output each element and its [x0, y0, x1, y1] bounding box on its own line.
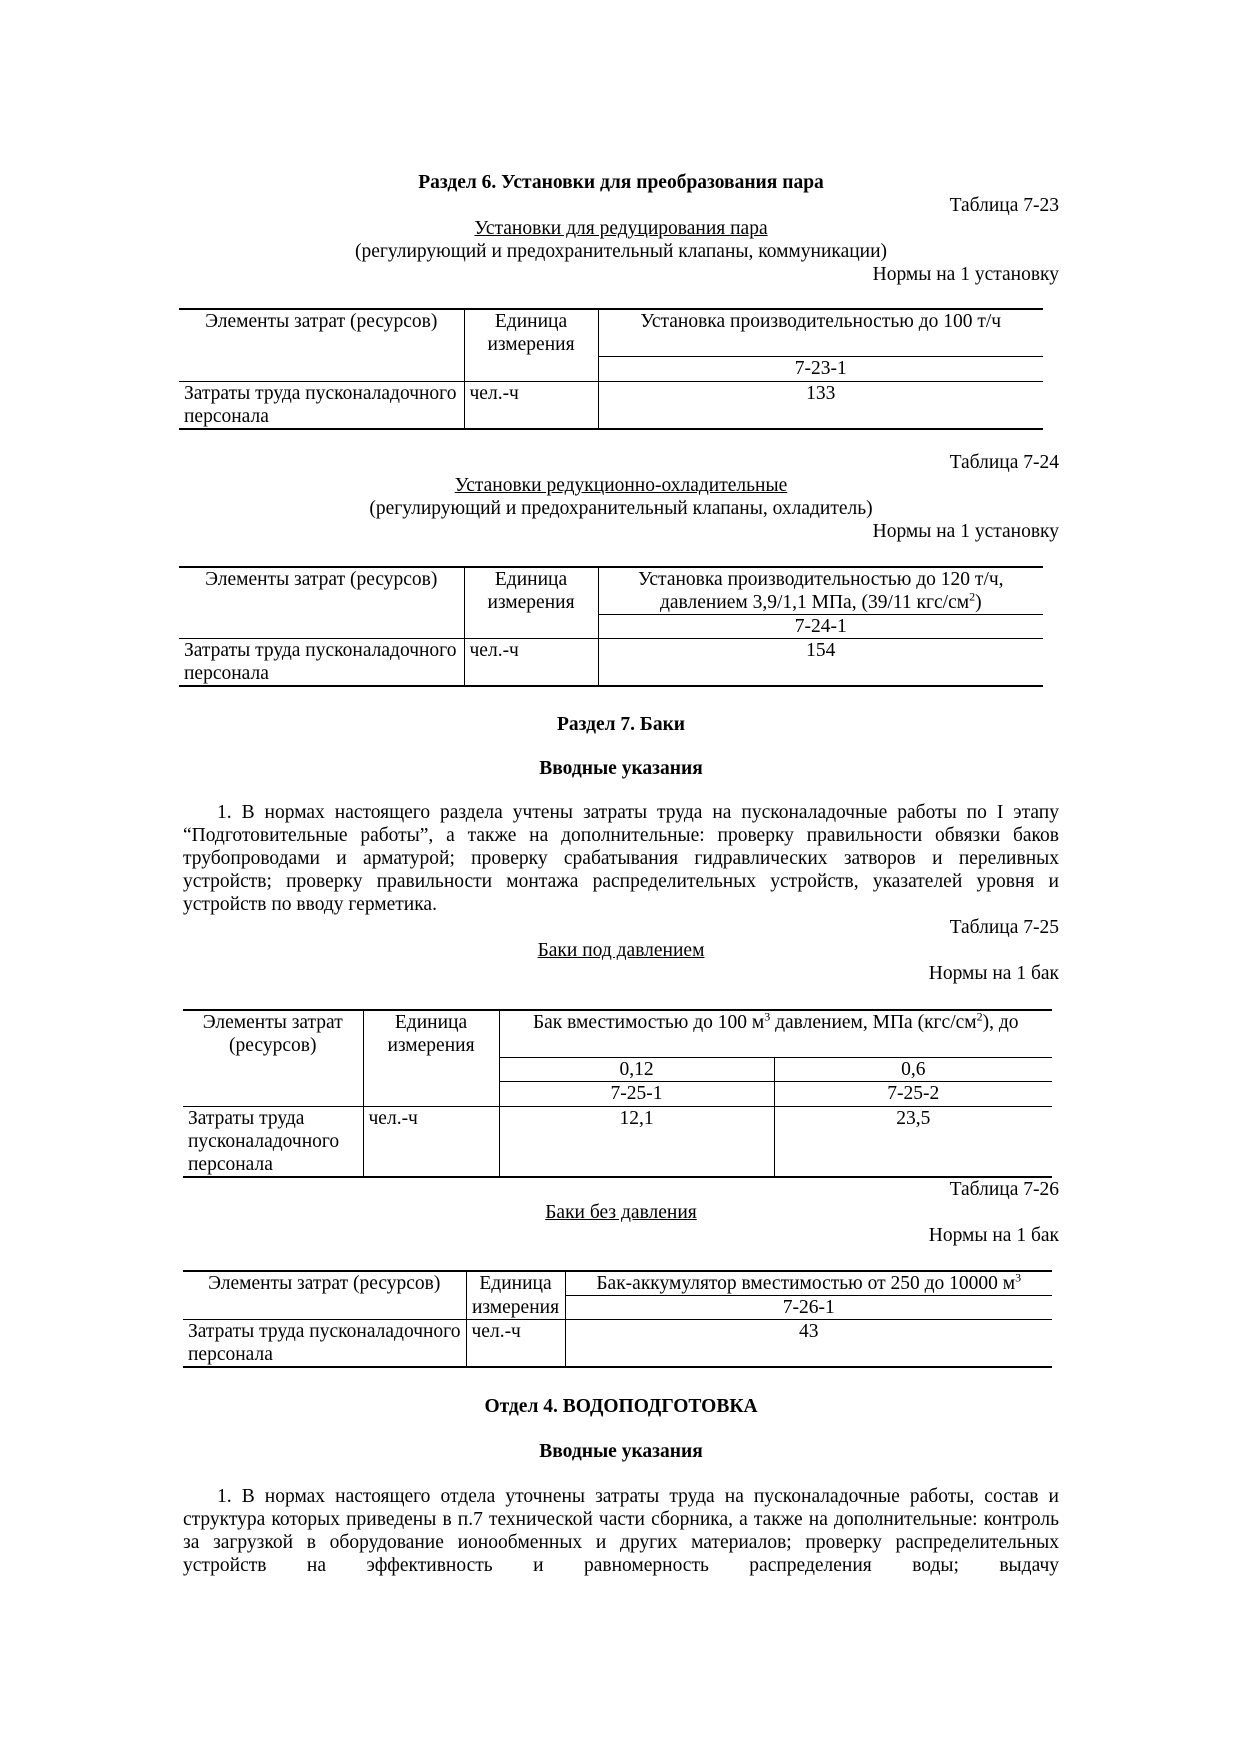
dept-4-intro-heading: Вводные указания: [539, 1441, 703, 1462]
section-7-intro-text: 1. В нормах настоящего раздела учтены затраты труда на пусконаладочные работы по I этапу “Подготовительные работы”, а также на дополнительные: проверку правильности обвязки баков трубопроводами и арматурой; проверку срабатывания гидравлических затворов и переливных устройств; проверку правильности монтажа распределительных устройств, указателей уровня и устройств по вводу герметика.: [183, 802, 1059, 915]
dept-4-title: Отдел 4. ВОДОПОДГОТОВКА: [484, 1396, 758, 1417]
table-7-25-norms: Нормы на 1 бак: [928, 963, 1059, 984]
table-7-25-row-value-1: 12,1: [499, 1106, 774, 1177]
table-7-25-row-value-2: 23,5: [774, 1106, 1052, 1177]
table-7-25: [183, 1009, 1052, 1178]
table-7-26-code: 7-26-1: [565, 1296, 1052, 1320]
table-7-24-number: Таблица 7-24: [949, 452, 1059, 473]
table-7-23-number: Таблица 7-23: [949, 195, 1059, 216]
table-7-25-row-label: Затраты труда пусконаладочного персонала: [183, 1106, 363, 1177]
table-7-24-header-capacity: Установка производительностью до 120 т/ч, давлением 3,9/1,1 МПа, (39/11 кгс/$см^2$): [598, 567, 1043, 615]
table-7-25-name: Баки под давлением: [537, 940, 705, 961]
table-7-26: [183, 1270, 1052, 1368]
table-7-24-code: 7-24-1: [598, 615, 1043, 639]
section-7-title: Раздел 7. Баки: [556, 714, 686, 735]
table-7-25-number: Таблица 7-25: [949, 917, 1059, 938]
table-7-25-header-elements: Элементы затрат (ресурсов): [183, 1010, 363, 1057]
table-7-23-subtitle: (регулирующий и предохранительный клапаны, коммуникации): [354, 241, 888, 262]
table-7-24-header-unit: Единица измерения: [464, 567, 598, 615]
table-7-26-norms: Нормы на 1 бак: [928, 1225, 1059, 1246]
table-7-25-pressure-1: 0,12: [499, 1057, 774, 1081]
table-7-24-header-elements: Элементы затрат (ресурсов): [179, 567, 464, 615]
table-7-23-header-elements: Элементы затрат (ресурсов): [179, 309, 464, 356]
table-7-26-row-label: Затраты труда пусконаладочного персонала: [183, 1320, 466, 1368]
table-7-25-code-2: 7-25-2: [774, 1081, 1052, 1106]
table-7-25-code-1: 7-25-1: [499, 1081, 774, 1106]
table-7-26-header-elements: Элементы затрат (ресурсов): [183, 1271, 466, 1296]
table-7-23-code: 7-23-1: [598, 356, 1043, 381]
table-7-26-number: Таблица 7-26: [949, 1179, 1059, 1200]
table-7-24-subtitle: (регулирующий и предохранительный клапаны, охладитель): [369, 498, 873, 519]
table-7-25-pressure-2: 0,6: [774, 1057, 1052, 1081]
section-6-title: Раздел 6. Установки для преобразования пара: [418, 172, 824, 193]
table-7-25-header-unit: Единица измерения: [363, 1010, 499, 1057]
table-7-26-name: Баки без давления: [545, 1202, 697, 1223]
table-7-25-header-capacity: Бак вместимостью до 100 $м^3$ давлением, МПа $(кгс/см^2)$, до: [499, 1010, 1052, 1057]
table-7-23-row-label: Затраты труда пусконаладочного персонала: [179, 381, 464, 429]
table-7-24-name: Установки редукционно-охладительные: [454, 475, 788, 496]
table-7-23-row-value: 133: [598, 381, 1043, 429]
table-7-23-row-unit: чел.-ч: [464, 381, 598, 429]
table-7-24: [179, 566, 1043, 687]
table-7-23-header-capacity: Установка производительностью до 100 т/ч: [598, 309, 1043, 356]
table-7-23: [179, 308, 1043, 430]
table-7-26-row-unit: чел.-ч: [466, 1320, 565, 1368]
table-7-23-norms: Нормы на 1 установку: [872, 264, 1059, 285]
table-7-26-row-value: 43: [565, 1320, 1052, 1368]
table-7-26-header-unit-2: измерения: [466, 1296, 565, 1320]
table-7-24-row-label: Затраты труда пусконаладочного персонала: [179, 639, 464, 687]
table-7-23-name: Установки для редуцирования пара: [474, 218, 768, 239]
table-7-25-row-unit: чел.-ч: [363, 1106, 499, 1177]
dept-4-intro-text: 1. В нормах настоящего отдела уточнены затраты труда на пусконаладочные работы, состав и структура которых приведены в п.7 технической части сборника, а также на дополнительные: контроль за загрузкой в оборудование ионообменных и других материалов; проверку распределительных устройств на эффективность и равномерность распределения воды; выдачу: [183, 1486, 1059, 1576]
table-7-24-norms: Нормы на 1 установку: [872, 521, 1059, 542]
table-7-26-header-capacity: Бак-аккумулятор вместимостью от 250 до 10000 $м^3$: [565, 1271, 1052, 1296]
table-7-24-row-value: 154: [598, 639, 1043, 687]
table-7-24-row-unit: чел.-ч: [464, 639, 598, 687]
table-7-26-header-unit: Единица: [466, 1271, 565, 1296]
section-7-intro-heading: Вводные указания: [539, 758, 703, 779]
table-7-23-header-unit: Единица измерения: [464, 309, 598, 356]
